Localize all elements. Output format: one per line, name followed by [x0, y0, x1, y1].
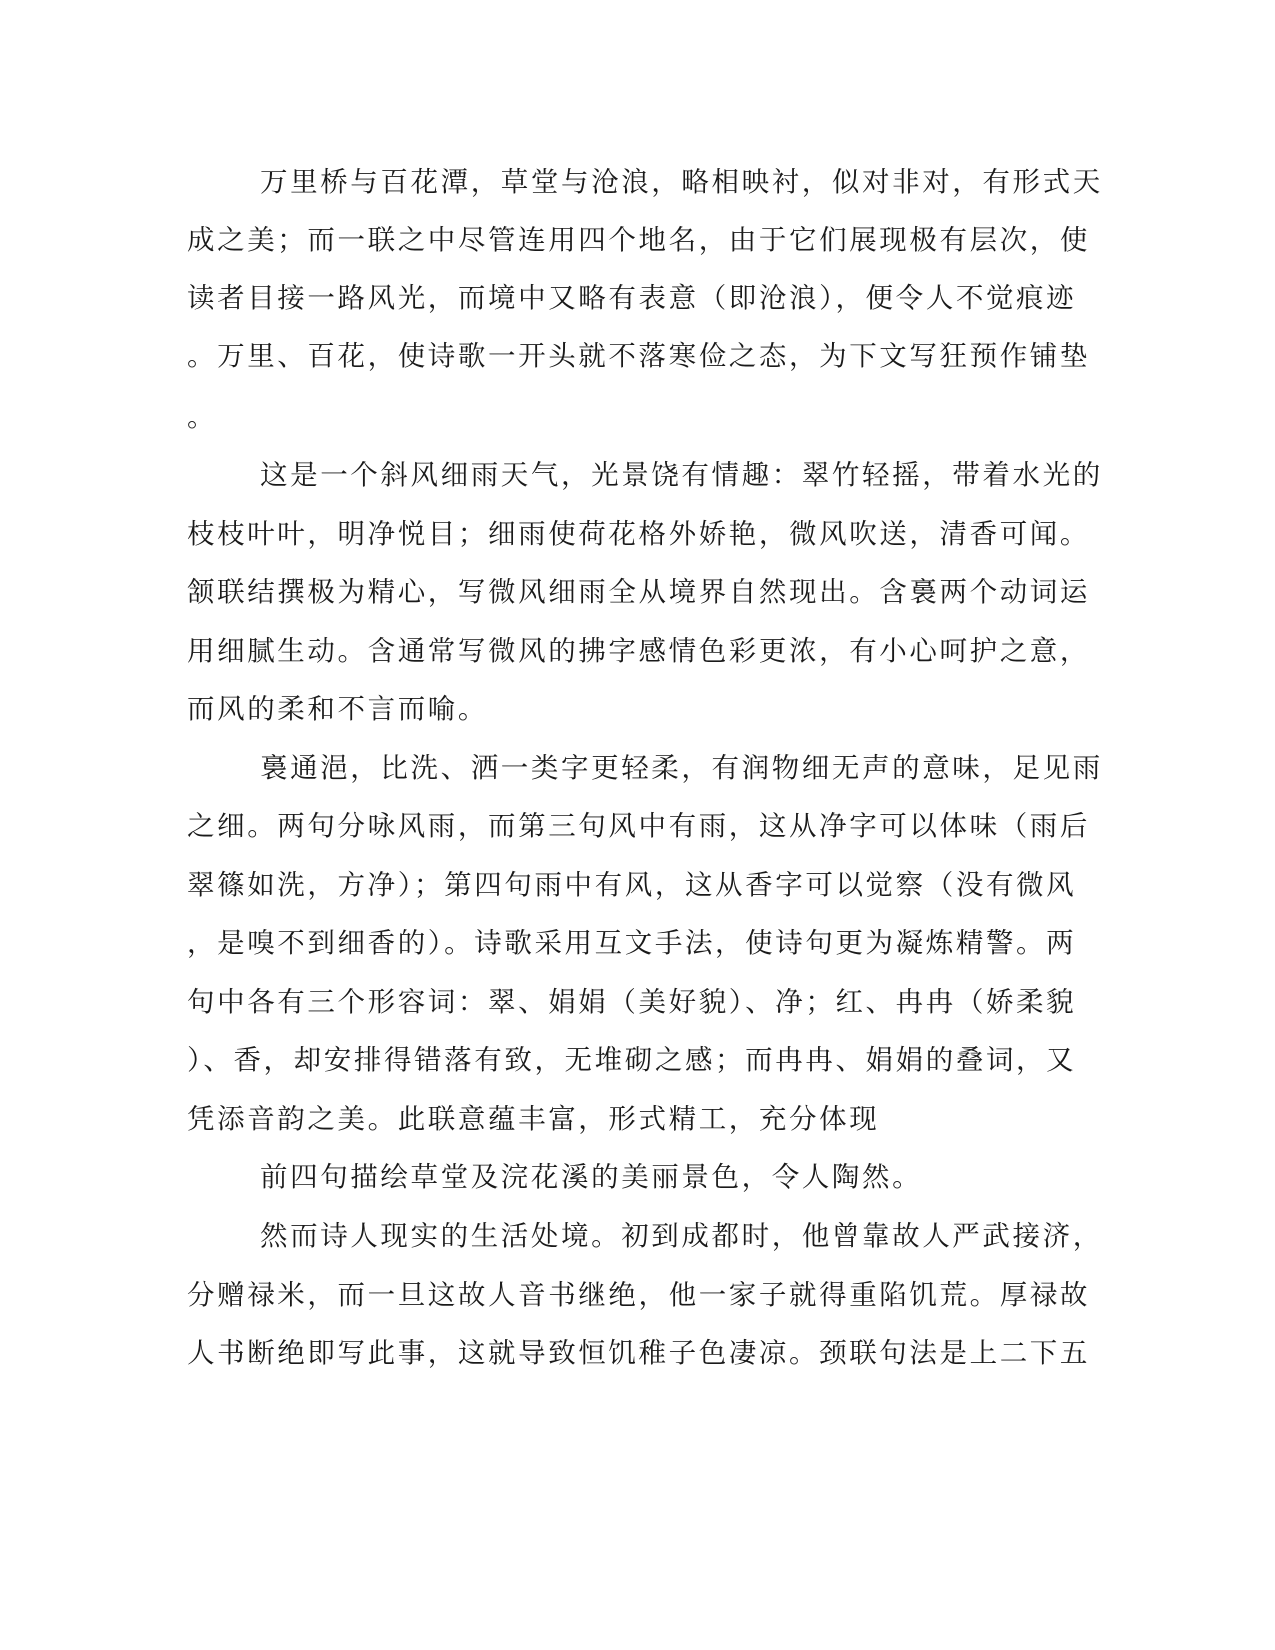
text-line: 之细。两句分咏风雨，而第三句风中有雨，这从净字可以体味（雨后	[187, 810, 1090, 842]
text-line: 成之美；而一联之中尽管连用四个地名，由于它们展现极有层次，使	[187, 224, 1090, 256]
text-line: 人书断绝即写此事，这就导致恒饥稚子色凄凉。颈联句法是上二下五	[187, 1337, 1090, 1369]
text-line: 裛通浥，比洗、洒一类字更轻柔，有润物细无声的意味，足见雨	[260, 752, 1103, 784]
text-line: 翠篠如洗，方净）；第四句雨中有风，这从香字可以觉察（没有微风	[187, 869, 1077, 901]
text-line: 前四句描绘草堂及浣花溪的美丽景色，令人陶然。	[260, 1161, 923, 1193]
text-line: 。	[187, 401, 218, 433]
text-line: 然而诗人现实的生活处境。初到成都时，他曾靠故人严武接济，	[260, 1220, 1103, 1252]
text-line: 万里桥与百花潭，草堂与沧浪，略相映衬，似对非对，有形式天	[260, 166, 1103, 198]
text-line: 这是一个斜风细雨天气，光景饶有情趣：翠竹轻摇，带着水光的	[260, 459, 1103, 491]
text-line: ）、香，却安排得错落有致，无堆砌之感；而冉冉、娟娟的叠词，又	[187, 1044, 1077, 1076]
text-line: 颔联结撰极为精心，写微风细雨全从境界自然现出。含裛两个动词运	[187, 576, 1090, 608]
text-line: 。万里、百花，使诗歌一开头就不落寒俭之态，为下文写狂预作铺垫	[187, 340, 1090, 372]
text-line: 而风的柔和不言而喻。	[187, 693, 488, 725]
text-line: 枝枝叶叶，明净悦目；细雨使荷花格外娇艳，微风吹送，清香可闻。	[187, 518, 1090, 550]
text-line: 用细腻生动。含通常写微风的拂字感情色彩更浓，有小心呵护之意，	[187, 635, 1090, 667]
text-line: 读者目接一路风光，而境中又略有表意（即沧浪），便令人不觉痕迹	[187, 282, 1077, 314]
text-line: 分赠禄米，而一旦这故人音书继绝，他一家子就得重陷饥荒。厚禄故	[187, 1279, 1090, 1311]
text-line: 句中各有三个形容词：翠、娟娟（美好貌）、净；红、冉冉（娇柔貌	[187, 986, 1077, 1018]
text-line: 凭添音韵之美。此联意蕴丰富，形式精工，充分体现	[187, 1103, 880, 1135]
text-line: ，是嗅不到细香的）。诗歌采用互文手法，使诗句更为凝炼精警。两	[187, 927, 1077, 959]
